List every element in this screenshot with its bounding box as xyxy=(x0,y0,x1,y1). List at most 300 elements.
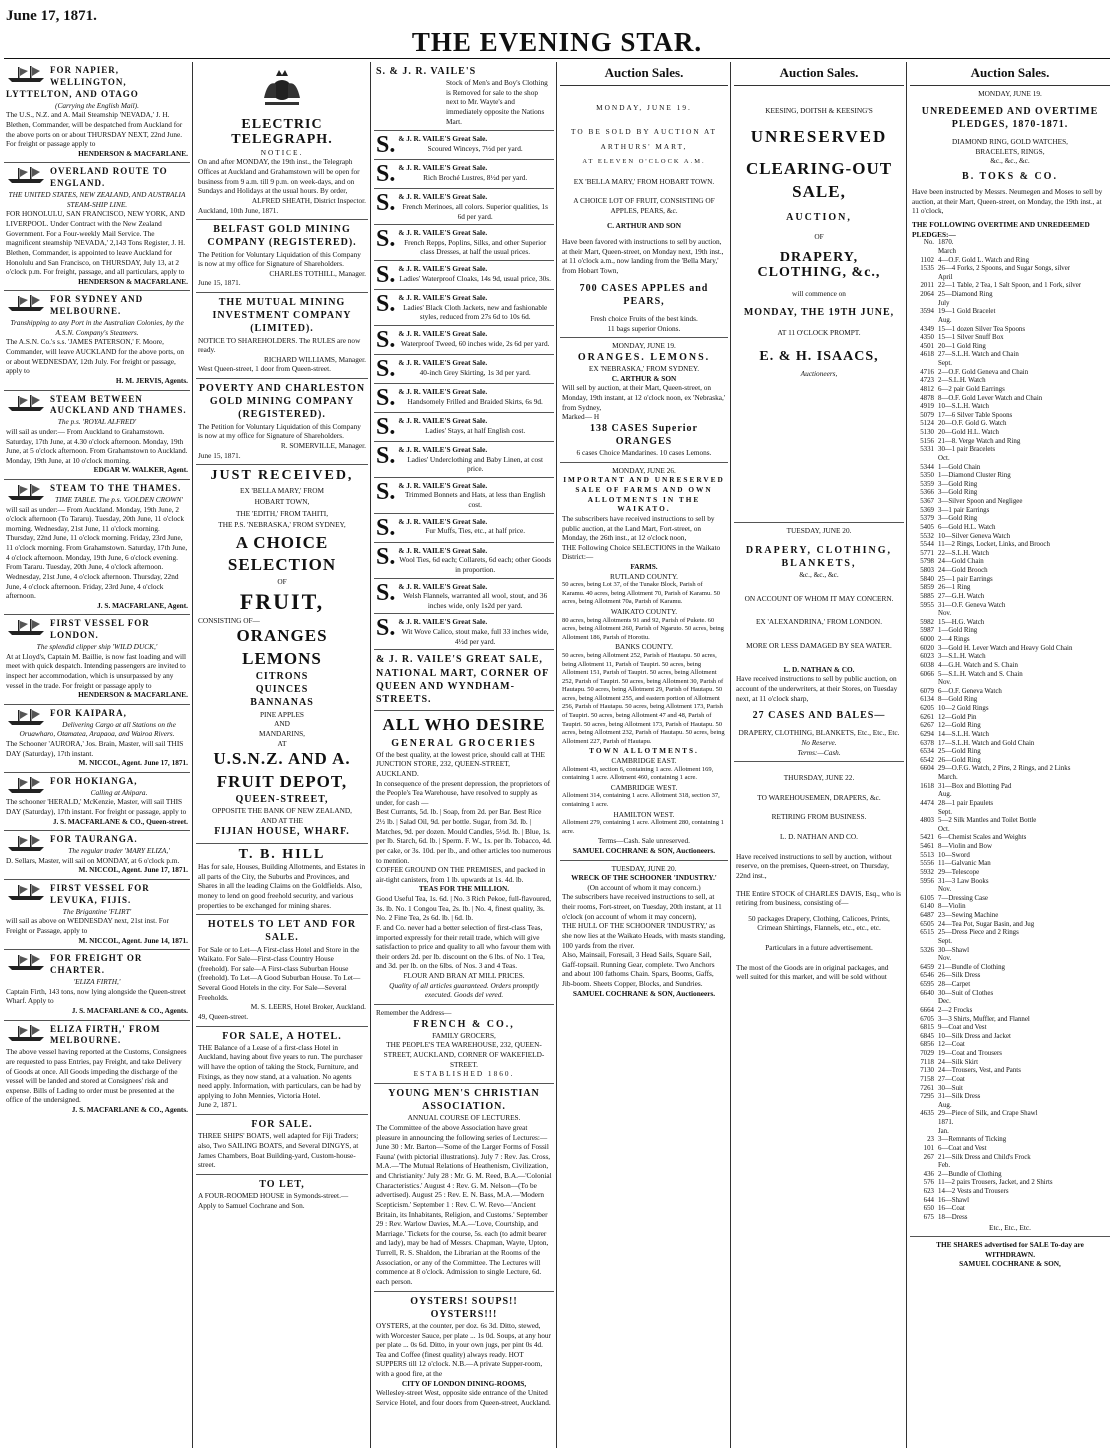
pledge-desc: Sept. xyxy=(938,937,952,945)
pledge-row xyxy=(912,1024,1108,1033)
mutual-body: NOTICE TO SHAREHOLDERS. The RULES are now ready. xyxy=(198,335,361,355)
pledge-desc: 28—Carpet xyxy=(938,981,971,989)
pledge-number xyxy=(912,886,934,895)
pledge-row xyxy=(912,489,1108,498)
pledge-number: 6534 xyxy=(920,748,934,756)
pledge-row xyxy=(912,878,1108,887)
pledge-number: 6267 xyxy=(920,722,934,730)
sale-hotel-date: June 2, 1871. xyxy=(198,1100,237,1110)
pledge-number: 6038 xyxy=(920,661,934,669)
pledge-desc: Nov. xyxy=(938,679,952,687)
etc-etc: &c., &c., &c. xyxy=(799,570,839,580)
pledge-number: 4723 xyxy=(920,377,934,385)
vaile-heading: S. & J. R. VAILE'S xyxy=(376,66,477,77)
flour-bran: FLOUR AND BRAN AT MILL PRICES. xyxy=(403,971,525,981)
ship-icon xyxy=(6,883,46,901)
pledge-number: 23 xyxy=(927,1136,934,1144)
entire-stock: THE Entire STOCK of CHARLES DAVIS, Esq., who is retiring from business, consisting of— xyxy=(736,888,901,908)
pledge-number xyxy=(912,955,934,964)
pledge-desc: 4—O.F. Gold L. Watch and Ring xyxy=(938,256,1030,264)
vaile-sale-heading: & J. R. VAILE'S Great Sale. xyxy=(398,264,488,274)
vaile-sale-body: Wit Wove Calico, stout make, full 33 inches wide, 4½d per yard. xyxy=(401,627,549,646)
pledge-number: 5544 xyxy=(920,541,934,549)
telegraph-notice: NOTICE. xyxy=(260,147,304,157)
etc-etc-2: Etc., Etc., Etc. xyxy=(989,1222,1031,1232)
dining-rooms-name: CITY OF LONDON DINING-ROOMS, xyxy=(401,1378,527,1388)
to-let-body: A FOUR-ROOMED HOUSE in Symonds-street.—Apply to Samuel Cochrane and Son. xyxy=(198,1190,349,1210)
pledge-row xyxy=(912,757,1108,766)
vaile-sale-item xyxy=(374,384,554,413)
hotels-address: 49, Queen-street. xyxy=(198,1011,249,1021)
waikato-heading: IMPORTANT AND UNRESERVED SALE OF FARMS AND OWN ALLOTMENTS IN THE WAIKATO. xyxy=(563,475,725,514)
cochrane-son-2: SAMUEL COCHRANE & SON, Auctioneers. xyxy=(572,988,716,998)
pledge-desc: 3—3 Shirts, Muffler, and Flannel xyxy=(938,1015,1030,1023)
pledge-row xyxy=(912,395,1108,404)
pledge-number: 623 xyxy=(923,1188,934,1196)
pledge-row xyxy=(912,351,1108,360)
shipping-heading: FIRST VESSEL FOR LEVUKA, FIJIS. xyxy=(50,883,150,905)
hill-body: Has for sale, Houses, Building Allotments, and Estates in all parts of the City, the Suburbs and Provinces, and Shares in all the leading Claims on the Goldfields. Also, money to lend on good freehold security, and various properties to be exchanged for mining shares. xyxy=(198,862,366,910)
cambridge-east-body: Allotment 43, section 6, containing 1 acre. Allotment 169, containing 1 acre. Allotment 460, containing 1 acre. xyxy=(562,765,714,782)
family-grocers: FAMILY GROCERS, xyxy=(432,1030,496,1040)
pledges-heading: UNREDEEMED AND OVERTIME PLEDGES, 1870-1871. xyxy=(921,105,1099,130)
arthur-son-2: C. ARTHUR & SON xyxy=(611,373,677,383)
pledge-desc: 24—Silk Skirt xyxy=(938,1058,979,1066)
s-initial: S. xyxy=(376,291,396,318)
auction-section-heading: Auction Sales. xyxy=(560,62,728,86)
pledge-desc: 18—Dress xyxy=(938,1213,968,1221)
pledge-number: 5982 xyxy=(920,618,934,626)
pledge-number: 6815 xyxy=(920,1024,934,1032)
mutual-address: West Queen-street, 1 door from Queen-street. xyxy=(198,364,331,374)
vaile-sale-item xyxy=(374,614,554,650)
shipping-sub: THE UNITED STATES, NEW ZEALAND, AND AUSTRALIA STEAM-SHIP LINE. xyxy=(8,190,186,209)
vaile-sale-item xyxy=(374,579,554,615)
ship-icon xyxy=(6,708,46,726)
pledge-desc: 16—Shawl xyxy=(938,1196,970,1204)
pledge-row xyxy=(912,300,1108,309)
fruit-item: BANNANAS xyxy=(250,697,314,709)
warehousemen: TO WAREHOUSEMEN, DRAPERS, &c. xyxy=(757,792,881,802)
sale-hotel-heading: FOR SALE, A HOTEL. xyxy=(222,1030,342,1042)
shipping-sub: Calling at Ahipara. xyxy=(90,787,148,797)
pledge-desc: 25—Dress Piece and 2 Rings xyxy=(938,929,1019,937)
goods-note: The most of the Goods are in original packages, and well suited for this market, and will be sold without xyxy=(736,962,889,982)
pledge-row xyxy=(912,524,1108,533)
cochrane-son-3: SAMUEL COCHRANE & SON, xyxy=(959,1259,1061,1269)
pledge-number: 5987 xyxy=(920,627,934,635)
pledge-number: 5771 xyxy=(920,549,934,557)
pledge-row xyxy=(912,1007,1108,1016)
vaile-sale-heading: & J. R. VAILE'S Great Sale. xyxy=(398,134,488,144)
poverty-heading: POVERTY AND CHARLESTON GOLD MINING COMPANY (REGISTERED). xyxy=(198,383,366,421)
pledge-desc: 12—Coat xyxy=(938,1041,965,1049)
shipping-agent: J. S. MACFARLANE, Agent. xyxy=(97,600,188,610)
established: ESTABLISHED 1860. xyxy=(413,1069,515,1079)
bella-mary: EX 'BELLA MARY,' FROM HOBART TOWN. xyxy=(573,176,715,186)
nathan-body: Have received instructions to sell by public auction, on account of the underwriters, at their Stores, on Tuesday next, at 11 o'clock sharp, xyxy=(736,674,898,703)
hamilton-west-body: Allotment 279, containing 1 acre. Allotment 280, containing 1 acre. xyxy=(562,819,724,835)
pledge-row xyxy=(912,334,1108,343)
shipping-ad xyxy=(4,950,190,1020)
on-account: ON ACCOUNT OF WHOM IT MAY CONCERN. xyxy=(744,593,894,603)
pledge-row xyxy=(912,541,1108,550)
pledge-desc: 21—Bundle of Clothing xyxy=(938,963,1005,971)
pledge-number: 5124 xyxy=(920,420,934,428)
s-initial: S. xyxy=(376,514,396,541)
pledge-row xyxy=(912,472,1108,481)
shipping-heading: STEAM BETWEEN AUCKLAND AND THAMES. xyxy=(50,393,187,416)
auction-date-4: TUESDAY, JUNE 20. xyxy=(611,863,677,873)
auction-section-heading-3: Auction Sales. xyxy=(910,62,1110,86)
pledge-row xyxy=(912,429,1108,438)
shipping-ad xyxy=(4,291,190,390)
vaile-sale-item xyxy=(374,478,554,514)
pledge-row xyxy=(912,964,1108,973)
pledge-desc: 3—Gold H. Lever Watch and Heavy Gold Chain xyxy=(938,644,1073,652)
town-allotments: TOWN ALLOTMENTS. xyxy=(589,746,699,756)
consisting-of: CONSISTING OF— xyxy=(198,615,260,625)
pledge-desc: 28—1 pair Epaulets xyxy=(938,799,994,807)
s-initial: S. xyxy=(376,478,396,505)
pledge-desc: 6—Gold H.L. Watch xyxy=(938,523,996,531)
monday-19th: MONDAY, THE 19TH JUNE, xyxy=(743,307,895,319)
shipping-column xyxy=(4,62,190,1448)
pledge-row xyxy=(912,921,1108,930)
fruit-item: LEMONS xyxy=(242,648,322,668)
pledge-number: 6546 xyxy=(920,972,934,980)
pledge-row xyxy=(912,1214,1108,1223)
pledge-desc: 11—2 Rings, Locket, Links, and Brooch xyxy=(938,541,1050,549)
at-label: AT xyxy=(277,738,287,748)
shipping-agent: EDGAR W. WALKER, Agent. xyxy=(93,465,188,475)
pledge-desc: 31—3 Law Books xyxy=(938,877,989,885)
ship-icon xyxy=(6,394,46,412)
pledge-number: 6205 xyxy=(920,705,934,713)
hotels-heading: HOTELS TO LET AND FOR SALE. xyxy=(207,919,357,944)
oysters-heading: OYSTERS! SOUPS!! OYSTERS!!! xyxy=(410,1295,518,1320)
pledge-number: 4635 xyxy=(920,1110,934,1118)
pledge-row xyxy=(912,1119,1108,1128)
following-pledges: THE FOLLOWING OVERTIME AND UNREDEEMED PLEDGES:— xyxy=(912,220,1090,239)
vaile-sale-item xyxy=(374,413,554,442)
pledge-desc: 31—Silk Dress xyxy=(938,1093,981,1101)
ex-alexandrina: EX 'ALEXANDRINA,' FROM LONDON. xyxy=(755,617,883,627)
unreserved: UNRESERVED xyxy=(750,126,888,146)
pledge-desc: 22—1 Table, 2 Tea, 1 Salt Spoon, and 1 Fork, silver xyxy=(938,282,1082,290)
pledge-desc: 24—Tea Pot, Sugar Basin, and Jug xyxy=(938,920,1035,928)
vaile-sale-item xyxy=(374,225,554,261)
of-label-2: OF xyxy=(814,232,824,242)
pledge-row xyxy=(912,515,1108,524)
fruit-item: AND xyxy=(274,719,290,729)
pledge-row xyxy=(912,239,1108,248)
pledge-number: 6505 xyxy=(920,920,934,928)
auction-label: AUCTION, xyxy=(786,212,852,224)
pledge-row xyxy=(912,981,1108,990)
banks-county: BANKS COUNTY. xyxy=(615,642,673,652)
vaile-sale-item xyxy=(374,261,554,290)
shipping-ad xyxy=(4,831,190,880)
pledge-desc: 10—Silk Dress and Jacket xyxy=(938,1032,1011,1040)
vaile-sale-heading: & J. R. VAILE'S Great Sale. xyxy=(398,293,488,303)
shipping-agent: HENDERSON & MACFARLANE. xyxy=(78,690,188,700)
pledge-number: 6294 xyxy=(920,730,934,738)
pledge-row xyxy=(912,653,1108,662)
ship-icon xyxy=(6,618,46,636)
pledge-number: 6845 xyxy=(920,1032,934,1040)
pledge-number: 6000 xyxy=(920,636,934,644)
shipping-agent: J. S. MACFARLANE & CO., Queen-street. xyxy=(52,816,188,826)
shipping-agent: M. NICCOL, Agent. June 17, 1871. xyxy=(78,758,188,768)
telegraph-heading: ELECTRIC TELEGRAPH. xyxy=(231,117,333,148)
pledge-desc: 30—Suit xyxy=(938,1084,963,1092)
shipping-sub: TIME TABLE. The p.s. 'GOLDEN CROWN' xyxy=(55,494,183,504)
vaile-sale-heading: & J. R. VAILE'S Great Sale. xyxy=(398,516,488,526)
hill-heading: T. B. HILL xyxy=(238,846,326,862)
pledge-row xyxy=(912,705,1108,714)
mandarines: 6 cases Choice Mandarines. 10 cases Lemons. xyxy=(576,448,712,458)
shipping-ad xyxy=(4,62,190,163)
pledge-number xyxy=(912,791,934,800)
mutual-heading: THE MUTUAL MINING INVESTMENT COMPANY (LIMITED). xyxy=(212,297,352,335)
pledge-row xyxy=(912,791,1108,800)
terms-cash: Terms—Cash. Sale unreserved. xyxy=(598,836,690,846)
pledge-desc: 2—Bundle of Clothing xyxy=(938,1170,1002,1178)
pledge-row xyxy=(912,955,1108,964)
pledge-number xyxy=(912,248,934,257)
choice-selection: A CHOICE SELECTION xyxy=(227,533,337,575)
pledge-row xyxy=(912,1205,1108,1214)
pledge-number: 3594 xyxy=(920,308,934,316)
pledge-row xyxy=(912,834,1108,843)
pledge-row xyxy=(912,800,1108,809)
pledge-desc: 3—Gold Ring xyxy=(938,515,978,523)
teas-heading: TEAS FOR THE MILLION. xyxy=(418,884,510,894)
to-let-heading: TO LET, xyxy=(259,1178,305,1190)
pledge-desc: 10—S.L.H. Watch xyxy=(938,403,989,411)
pledge-desc: 2—O.F. Gold Geneva and Chain xyxy=(938,368,1029,376)
following-selections: THE Following Choice SELECTIONS in the Waikato District:— xyxy=(562,542,721,562)
pledge-row xyxy=(912,265,1108,274)
pledge-desc: 17—S.L.H. Watch and Gold Chain xyxy=(938,739,1035,747)
shares-withdrawn: THE SHARES advertised for SALE To-day are WITHDRAWN. xyxy=(936,1240,1084,1259)
pledge-number: 7029 xyxy=(920,1050,934,1058)
pledge-number: 5798 xyxy=(920,558,934,566)
particulars: Particulars in a future advertisement. xyxy=(765,943,873,953)
depot-name: U.S.N.Z. AND A. xyxy=(213,749,351,769)
pledge-number: 5344 xyxy=(920,463,934,471)
oysters-body: OYSTERS, at the counter, per doz. 6s 3d. Ditto, stewed, with Worcester Sauce, per plate ... 1s 0d. Soups, at any hour per plate ... 0s 6d. Ditto, in your own jugs, per pint 0s 4d. Tea and Coffee (finest quality) always ready. HOT SUPPERS till 12 o'clock. N.B.—A private Supper-room, with a good fire, at the xyxy=(376,1320,551,1378)
pledge-row xyxy=(912,291,1108,300)
nathan-body-2: Have received instructions to sell by auction, without reserve, on the premises, Queen-street, on Thursday, 22nd inst., xyxy=(736,851,892,880)
pledge-row xyxy=(912,317,1108,326)
tuesday-june-20: TUESDAY, JUNE 20. xyxy=(786,526,852,536)
eleven-prompt: AT 11 O'CLOCK PROMPT. xyxy=(777,327,861,337)
pledge-number: 5359 xyxy=(920,480,934,488)
belfast-body: The Petition for Voluntary Liquidation of this Company is now at my office for Signature of Shareholders. xyxy=(198,249,361,269)
shipping-sub: The splendid clipper ship 'WILD DUCK,' xyxy=(36,642,158,652)
quality-guaranteed: Quality of all articles guaranteed. Orders promptly executed. Goods del vered. xyxy=(389,980,539,1000)
auctioneers: Auctioneers, xyxy=(800,368,838,378)
pledge-desc: 19—1 Gold Bracelet xyxy=(938,308,996,316)
pledge-desc: 16—Coat xyxy=(938,1205,965,1213)
pledge-desc: 30—Shawl xyxy=(938,946,970,954)
pledge-row xyxy=(912,869,1108,878)
pledge-desc: 31—Box and Blotting Pad xyxy=(938,782,1012,790)
vaile-intro: Stock of Men's and Boy's Clothing is Removed for sale to the shop next to Mr. Wayte's and immediately opposite the Nations Mart. xyxy=(446,78,548,126)
pledge-number xyxy=(912,455,934,464)
nathan-co-2: L. D. NATHAN AND CO. xyxy=(779,832,859,842)
teas-body: F. and Co. never had a better selection of first-class Teas, imported expressly for their retail trade, which will give satisfaction to price and quality to all who favour them with their orders 2d. per lb. discount on the 6 lbs. of No. 1 Tea, and 3d. per lb. on the 6lbs. of Nos. 3 and 4 Teas. xyxy=(376,922,551,971)
pledge-desc: 10—Silver Geneva Watch xyxy=(938,532,1011,540)
pledge-number: 5079 xyxy=(920,411,934,419)
packages: 50 packages Drapery, Clothing, Calicoes, Prints, Crimean Shirtings, Flannels, etc., etc., etc. xyxy=(748,913,890,933)
s-initial: S. xyxy=(376,190,396,217)
pledge-row xyxy=(912,1197,1108,1206)
pledge-desc: Aug. xyxy=(938,1101,952,1109)
pledge-row xyxy=(912,1162,1108,1171)
pledge-number: 5369 xyxy=(920,506,934,514)
pledges-column xyxy=(910,62,1110,1448)
auction-column-1 xyxy=(560,62,728,1448)
pledge-desc: 2—2 Frocks xyxy=(938,1006,973,1014)
pledge-row xyxy=(912,282,1108,291)
pledge-row xyxy=(912,947,1108,956)
vaile-sale-heading: & J. R. VAILE'S Great Sale. xyxy=(398,386,488,396)
pledge-desc: 29—O.F.G. Watch, 2 Pins, 2 Rings, and 2 Links xyxy=(938,765,1071,773)
nebraska: EX 'NEBRASKA,' FROM SYDNEY. xyxy=(588,364,700,374)
pledge-desc: 20—O.F. Gold G. Watch xyxy=(938,420,1007,428)
waikato-county-body: 80 acres, being Allotments 91 and 92, Parish of Pukete. 60 acres, being Allotment 260, Parish of Ngaruto. 50 acres, being Allotment 186, Parish of Horotiu. xyxy=(562,616,724,641)
vaile-sale-body: Waterproof Tweed, 60 inches wide, 2s 6d per yard. xyxy=(400,338,550,348)
pledge-row xyxy=(912,972,1108,981)
pledge-row xyxy=(912,360,1108,369)
vaile-sale-item xyxy=(374,514,554,543)
pledge-desc: March xyxy=(938,247,956,255)
pledge-row xyxy=(912,990,1108,999)
pledge-desc: 29—Telescope xyxy=(938,868,980,876)
vaile-sale-body: Fur Muffs, Ties, etc., at half price. xyxy=(425,526,526,536)
pledge-desc: 14—2 Vests and Trousers xyxy=(938,1188,1009,1196)
pledge-desc: 6—Coat and Vest xyxy=(938,1144,987,1152)
pledge-number: 7158 xyxy=(920,1075,934,1083)
pledge-row xyxy=(912,403,1108,412)
pledge-number xyxy=(912,998,934,1007)
pledge-desc: Nov. xyxy=(938,886,952,894)
fruit-heading: FRUIT, xyxy=(239,588,325,614)
issue-date: June 17, 1871. xyxy=(6,8,97,24)
pledge-row xyxy=(912,274,1108,283)
pledge-desc: 26—Silk Dress xyxy=(938,972,981,980)
pledge-desc: 8—O.F. Gold Lever Watch and Chain xyxy=(938,394,1043,402)
pledge-number: 5859 xyxy=(920,584,934,592)
of-label: OF xyxy=(277,576,287,586)
pledge-number: 5556 xyxy=(920,860,934,868)
pledge-number: 4812 xyxy=(920,385,934,393)
mutual-signature: RICHARD WILLIAMS, Manager. xyxy=(263,354,366,364)
vaile-sale-item xyxy=(374,290,554,326)
s-initial: S. xyxy=(376,355,396,382)
pledge-desc: March. xyxy=(938,774,958,782)
pledge-row xyxy=(912,912,1108,921)
vaile-sale-heading: & J. R. VAILE'S Great Sale. xyxy=(398,444,488,454)
etc-pledges: &c., &c., &c. xyxy=(990,156,1030,166)
pledge-number: 4919 xyxy=(920,403,934,411)
newspaper-title: THE EVENING STAR. xyxy=(411,27,703,57)
pledge-number: 576 xyxy=(923,1179,934,1187)
pledge-row xyxy=(912,1188,1108,1197)
cases-bales: 27 CASES AND BALES— xyxy=(752,710,886,722)
pledge-row xyxy=(912,1059,1108,1068)
auction-date-3: MONDAY, JUNE 26. xyxy=(612,465,676,475)
masthead xyxy=(0,0,1114,56)
coffee-ground: COFFEE GROUND ON THE PREMISES, and packed in air-tight canisters, from 1 lb. upwards at 1s. 4d. lb. xyxy=(376,865,546,884)
pledge-desc: Oct. xyxy=(938,825,950,833)
pledge-number: 1618 xyxy=(920,782,934,790)
notices-column xyxy=(196,62,368,1448)
hamilton-west: HAMILTON WEST. xyxy=(613,809,675,819)
pledge-row xyxy=(912,774,1108,783)
belfast-date: June 15, 1871. xyxy=(198,278,241,288)
pledge-desc: 3—Gold Ring xyxy=(938,489,978,497)
shipping-heading: FOR NAPIER, WELLINGTON, LYTTELTON, AND OTAGO xyxy=(6,65,139,99)
vaile-sale-item xyxy=(374,189,554,225)
auction-date: MONDAY, JUNE 19. xyxy=(596,103,692,113)
shipping-body: The Schooner 'AURORA,' Jos. Brain, Master, will sail THIS DAY (Saturday), 17th instant. xyxy=(6,739,184,758)
pledge-number: 6459 xyxy=(920,963,934,971)
royal-crest-icon xyxy=(259,68,305,108)
pledge-desc: 2—4 Rings xyxy=(938,636,970,644)
pledge-number: 644 xyxy=(923,1196,934,1204)
arthur-body-2: Will sell by auction, at their Mart, Queen-street, on Monday, 19th instant, at 12 o'clock noon, ex 'Nebraska,' from Sydney, xyxy=(562,383,726,412)
pledge-desc: 7—Dressing Case xyxy=(938,894,988,902)
pledge-desc: 27—G.H. Watch xyxy=(938,592,985,600)
auction-column-2 xyxy=(734,62,904,1448)
pledge-number: 101 xyxy=(923,1144,934,1152)
source-line: THE 'EDITH,' FROM TAHITI, xyxy=(235,508,329,518)
pledge-number: 5803 xyxy=(920,567,934,575)
column-divider xyxy=(192,62,193,1448)
for-sale-heading: FOR SALE. xyxy=(251,1119,313,1131)
pledge-number xyxy=(912,1119,934,1128)
pledge-number: 5461 xyxy=(920,843,934,851)
shipping-sub: The p.s. 'ROYAL ALFRED' xyxy=(57,417,137,427)
just-received-heading: JUST RECEIVED, xyxy=(210,468,354,484)
shipping-sub: The regular trader 'MARY ELIZA,' xyxy=(68,846,170,856)
belfast-signature: CHARLES TOTHILL, Manager. xyxy=(269,268,366,278)
pledge-desc: 12—Gold Pin xyxy=(938,713,977,721)
pledge-desc: 27—Coat xyxy=(938,1075,965,1083)
pledge-number xyxy=(912,317,934,326)
pledge-number xyxy=(912,274,934,283)
pledge-row xyxy=(912,498,1108,507)
arthur-body: Have been favored with instructions to sell by auction, at their Mart, Queen-street, on Monday next, 19th inst., at 11 o'clock a.m., now landing from the 'Bella Mary,' from Hobart Town, xyxy=(562,237,724,275)
pledge-row xyxy=(912,895,1108,904)
shipping-agent: M. NICCOL, Agent. June 14, 1871. xyxy=(78,935,188,945)
pledge-number: 5956 xyxy=(920,877,934,885)
pledge-number: 6023 xyxy=(920,653,934,661)
pledge-row xyxy=(912,533,1108,542)
pledge-number: 5932 xyxy=(920,868,934,876)
no-reserve: No Reserve. xyxy=(801,737,837,747)
french-address: THE PEOPLE'S TEA WAREHOUSE, 232, QUEEN-STREET, AUCKLAND, CORNER OF WAKEFIELD-STREET. xyxy=(383,1040,545,1069)
pledge-row xyxy=(912,369,1108,378)
waikato-county: WAIKATO COUNTY. xyxy=(610,607,678,617)
pledge-number: 4474 xyxy=(920,799,934,807)
pledge-row xyxy=(912,852,1108,861)
pledge-number: 267 xyxy=(923,1153,934,1161)
